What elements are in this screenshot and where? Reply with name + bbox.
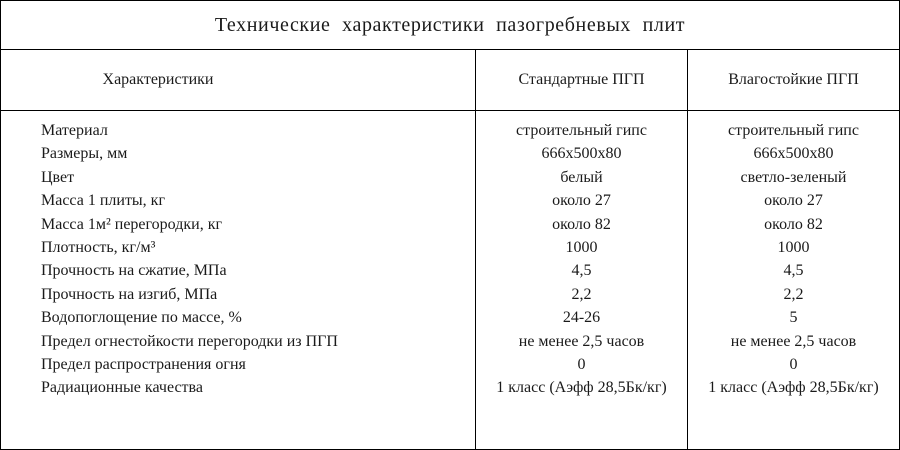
- standard-value: строительный гипс: [516, 122, 647, 139]
- moisture-value: 4,5: [783, 262, 804, 280]
- moisture-value: 1000: [777, 238, 810, 256]
- standard-value: не менее 2,5 часов: [518, 332, 645, 350]
- row-label: Водопоглощение по массе, %: [41, 309, 242, 327]
- standard-value: 666х500х80: [541, 145, 622, 163]
- moisture-value: 666х500х80: [753, 145, 834, 163]
- row-label: Предел огнестойкости перегородки из ПГП: [41, 332, 338, 350]
- table-row: [1, 306, 899, 329]
- table-row: [1, 376, 899, 399]
- header-row: [1, 50, 899, 111]
- row-label: Плотность, кг/м³: [41, 238, 156, 256]
- table-row: [1, 236, 899, 259]
- standard-value: белый: [560, 168, 603, 186]
- moisture-value: не менее 2,5 часов: [730, 332, 857, 350]
- row-label: Масса 1м² перегородки, кг: [41, 215, 223, 233]
- header-standard: Стандартные ПГП: [518, 71, 645, 88]
- table-row: [1, 119, 899, 142]
- standard-value: около 82: [552, 215, 611, 233]
- header-characteristics-label: Характеристики: [102, 71, 214, 88]
- table-row: [1, 283, 899, 306]
- table-row: [1, 142, 899, 165]
- moisture-value: около 82: [764, 215, 823, 233]
- table-row: [1, 189, 899, 212]
- standard-value: 0: [577, 355, 586, 373]
- standard-value: 2,2: [571, 285, 592, 303]
- row-label: Материал: [41, 122, 108, 139]
- moisture-value: 5: [789, 309, 798, 327]
- standard-value: около 27: [552, 192, 611, 210]
- header-moisture-resistant: Влагостойкие ПГП: [728, 71, 859, 88]
- standard-value: 1 класс (Аэфф 28,5Бк/кг): [496, 379, 667, 397]
- table-row: [1, 213, 899, 236]
- standard-value: 1000: [565, 238, 598, 256]
- table-row: [1, 259, 899, 282]
- row-label: Размеры, мм: [41, 145, 128, 163]
- table-row: [1, 330, 899, 353]
- header-characteristics: [1, 50, 475, 110]
- row-label: Радиационные качества: [41, 379, 203, 397]
- moisture-value: светло-зеленый: [740, 168, 847, 186]
- row-label: Прочность на изгиб, МПа: [41, 285, 218, 303]
- standard-value: 4,5: [571, 262, 592, 280]
- row-label: Прочность на сжатие, МПа: [41, 262, 227, 280]
- table-row: [1, 166, 899, 189]
- table-title: Технические характеристики пазогребневых плит: [1, 1, 899, 50]
- moisture-value: строительный гипс: [728, 122, 859, 139]
- moisture-value: 2,2: [783, 285, 804, 303]
- row-label: Масса 1 плиты, кг: [41, 192, 166, 210]
- standard-value: 24-26: [562, 309, 601, 327]
- moisture-value: около 27: [764, 192, 823, 210]
- table-body: [1, 119, 899, 400]
- row-label: Цвет: [41, 168, 75, 186]
- moisture-value: 0: [789, 355, 798, 373]
- moisture-value: 1 класс (Аэфф 28,5Бк/кг): [708, 379, 879, 397]
- table-row: [1, 353, 899, 376]
- row-label: Предел распространения огня: [41, 355, 246, 373]
